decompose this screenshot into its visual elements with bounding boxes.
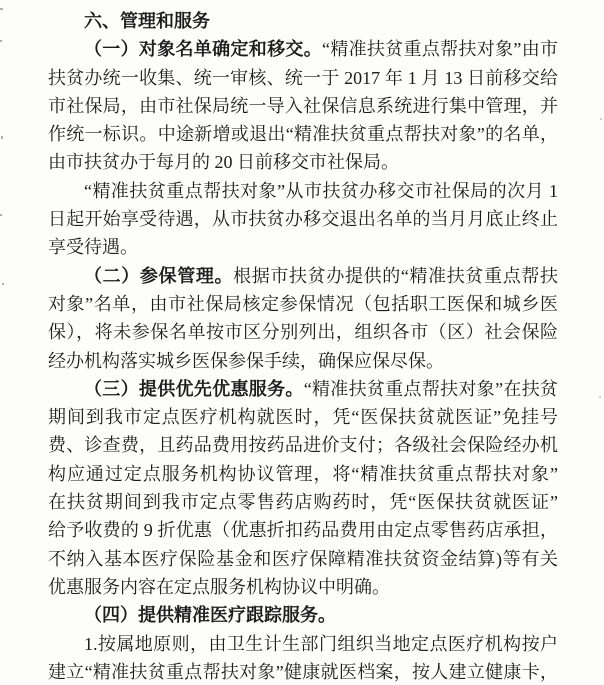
text-segment: 优惠服务内容在定点服务机构协议中明确。 (48, 576, 390, 597)
text-segment: 根据市扶贫办提供的“精准扶贫重点帮扶 (233, 265, 558, 286)
para4-line1 (48, 375, 558, 403)
text-segment: （四）提供精准医疗跟踪服务。 (84, 605, 336, 626)
text-segment: 费、诊查费，且药品费用按药品进价支付；各级社会保险经办机 (48, 435, 558, 456)
text-segment: 给予收费的 9 折优惠（优惠折扣药品费用由定点零售药店承担， (48, 520, 558, 541)
scan-speck (0, 8, 3, 10)
text-segment: 六、管理和服务 (84, 11, 210, 31)
scan-speck (599, 396, 601, 398)
para2-line1 (48, 177, 558, 205)
text-segment: 扶贫办统一收集、统一审核、统一于 2017 年 1 月 13 日前移交给 (48, 67, 558, 88)
para3-line3 (48, 318, 558, 346)
text-segment: “精准扶贫重点帮扶对象”从市扶贫办移交市社保局的次月 1 (84, 180, 558, 201)
para1-line4 (48, 120, 558, 148)
text-segment: 在扶贫期间到我市定点零售药店购药时，凭“医保扶贫就医证” (48, 492, 558, 513)
text-segment: 1.按属地原则，由卫生计生部门组织当地定点医疗机构按户 (84, 633, 558, 654)
text-segment: 日起开始享受待遇，从市扶贫办移交退出名单的当月月底止终止 (48, 209, 558, 230)
text-segment: 经办机构落实城乡医保参保手续，确保应保尽保。 (48, 350, 444, 371)
para6-line2 (48, 658, 558, 685)
text-segment: “精准扶贫重点帮扶对象”在扶贫 (303, 378, 558, 399)
text-segment: （二）参保管理。 (84, 265, 234, 286)
scan-speck (600, 118, 602, 120)
text-segment: “精准扶贫重点帮扶对象”由市 (322, 39, 559, 60)
text-segment: （一）对象名单确定和移交。 (84, 39, 323, 60)
para4-line6 (48, 516, 558, 544)
para4-line8 (48, 573, 558, 601)
para2-line2 (48, 205, 558, 233)
text-segment: 由市扶贫办于每月的 20 日前移交市社保局。 (48, 152, 399, 173)
para1-line5 (48, 148, 558, 176)
scan-speck (2, 283, 4, 285)
text-segment: 保），将未参保名单按市区分别列出，组织各市（区）社会保险 (48, 322, 558, 343)
text-segment: 不纳入基本医疗保险基金和医疗保障精准扶贫资金结算)等有关 (48, 548, 558, 569)
para5-heading (48, 601, 558, 629)
text-segment: （三）提供优先优惠服务。 (84, 378, 304, 399)
text-segment: 期间到我市定点医疗机构就医时，凭“医保扶贫就医证”免挂号 (48, 407, 558, 428)
para3-line1 (48, 262, 558, 290)
text-segment: 市社保局，由市社保局统一导入社保信息系统进行集中管理，并 (48, 95, 558, 116)
para1-line3 (48, 92, 558, 120)
scan-speck (1, 136, 3, 139)
para6-line1 (48, 630, 558, 658)
para4-line2 (48, 403, 558, 431)
para4-line7 (48, 545, 558, 573)
para2-line3 (48, 233, 558, 261)
text-segment: 建立“精准扶贫重点帮扶对象”健康就医档案，按人建立健康卡， (48, 661, 558, 682)
para3-line2 (48, 290, 558, 318)
scan-speck (0, 40, 2, 42)
para1-line1 (48, 35, 558, 63)
section-heading (48, 7, 558, 35)
para4-line3 (48, 431, 558, 459)
para4-line5 (48, 488, 558, 516)
document-text (48, 7, 558, 685)
para1-line2 (48, 64, 558, 92)
para4-line4 (48, 460, 558, 488)
text-segment: 对象”名单，由市社保局核定参保情况（包括职工医保和城乡医 (48, 293, 558, 314)
para3-line4 (48, 347, 558, 375)
text-segment: 作统一标识。中途新增或退出“精准扶贫重点帮扶对象”的名单， (48, 124, 558, 145)
text-segment: 享受待遇。 (48, 237, 138, 258)
text-segment: 构应通过定点服务机构协议管理，将“精准扶贫重点帮扶对象” (48, 463, 558, 484)
scan-speck (0, 214, 2, 216)
